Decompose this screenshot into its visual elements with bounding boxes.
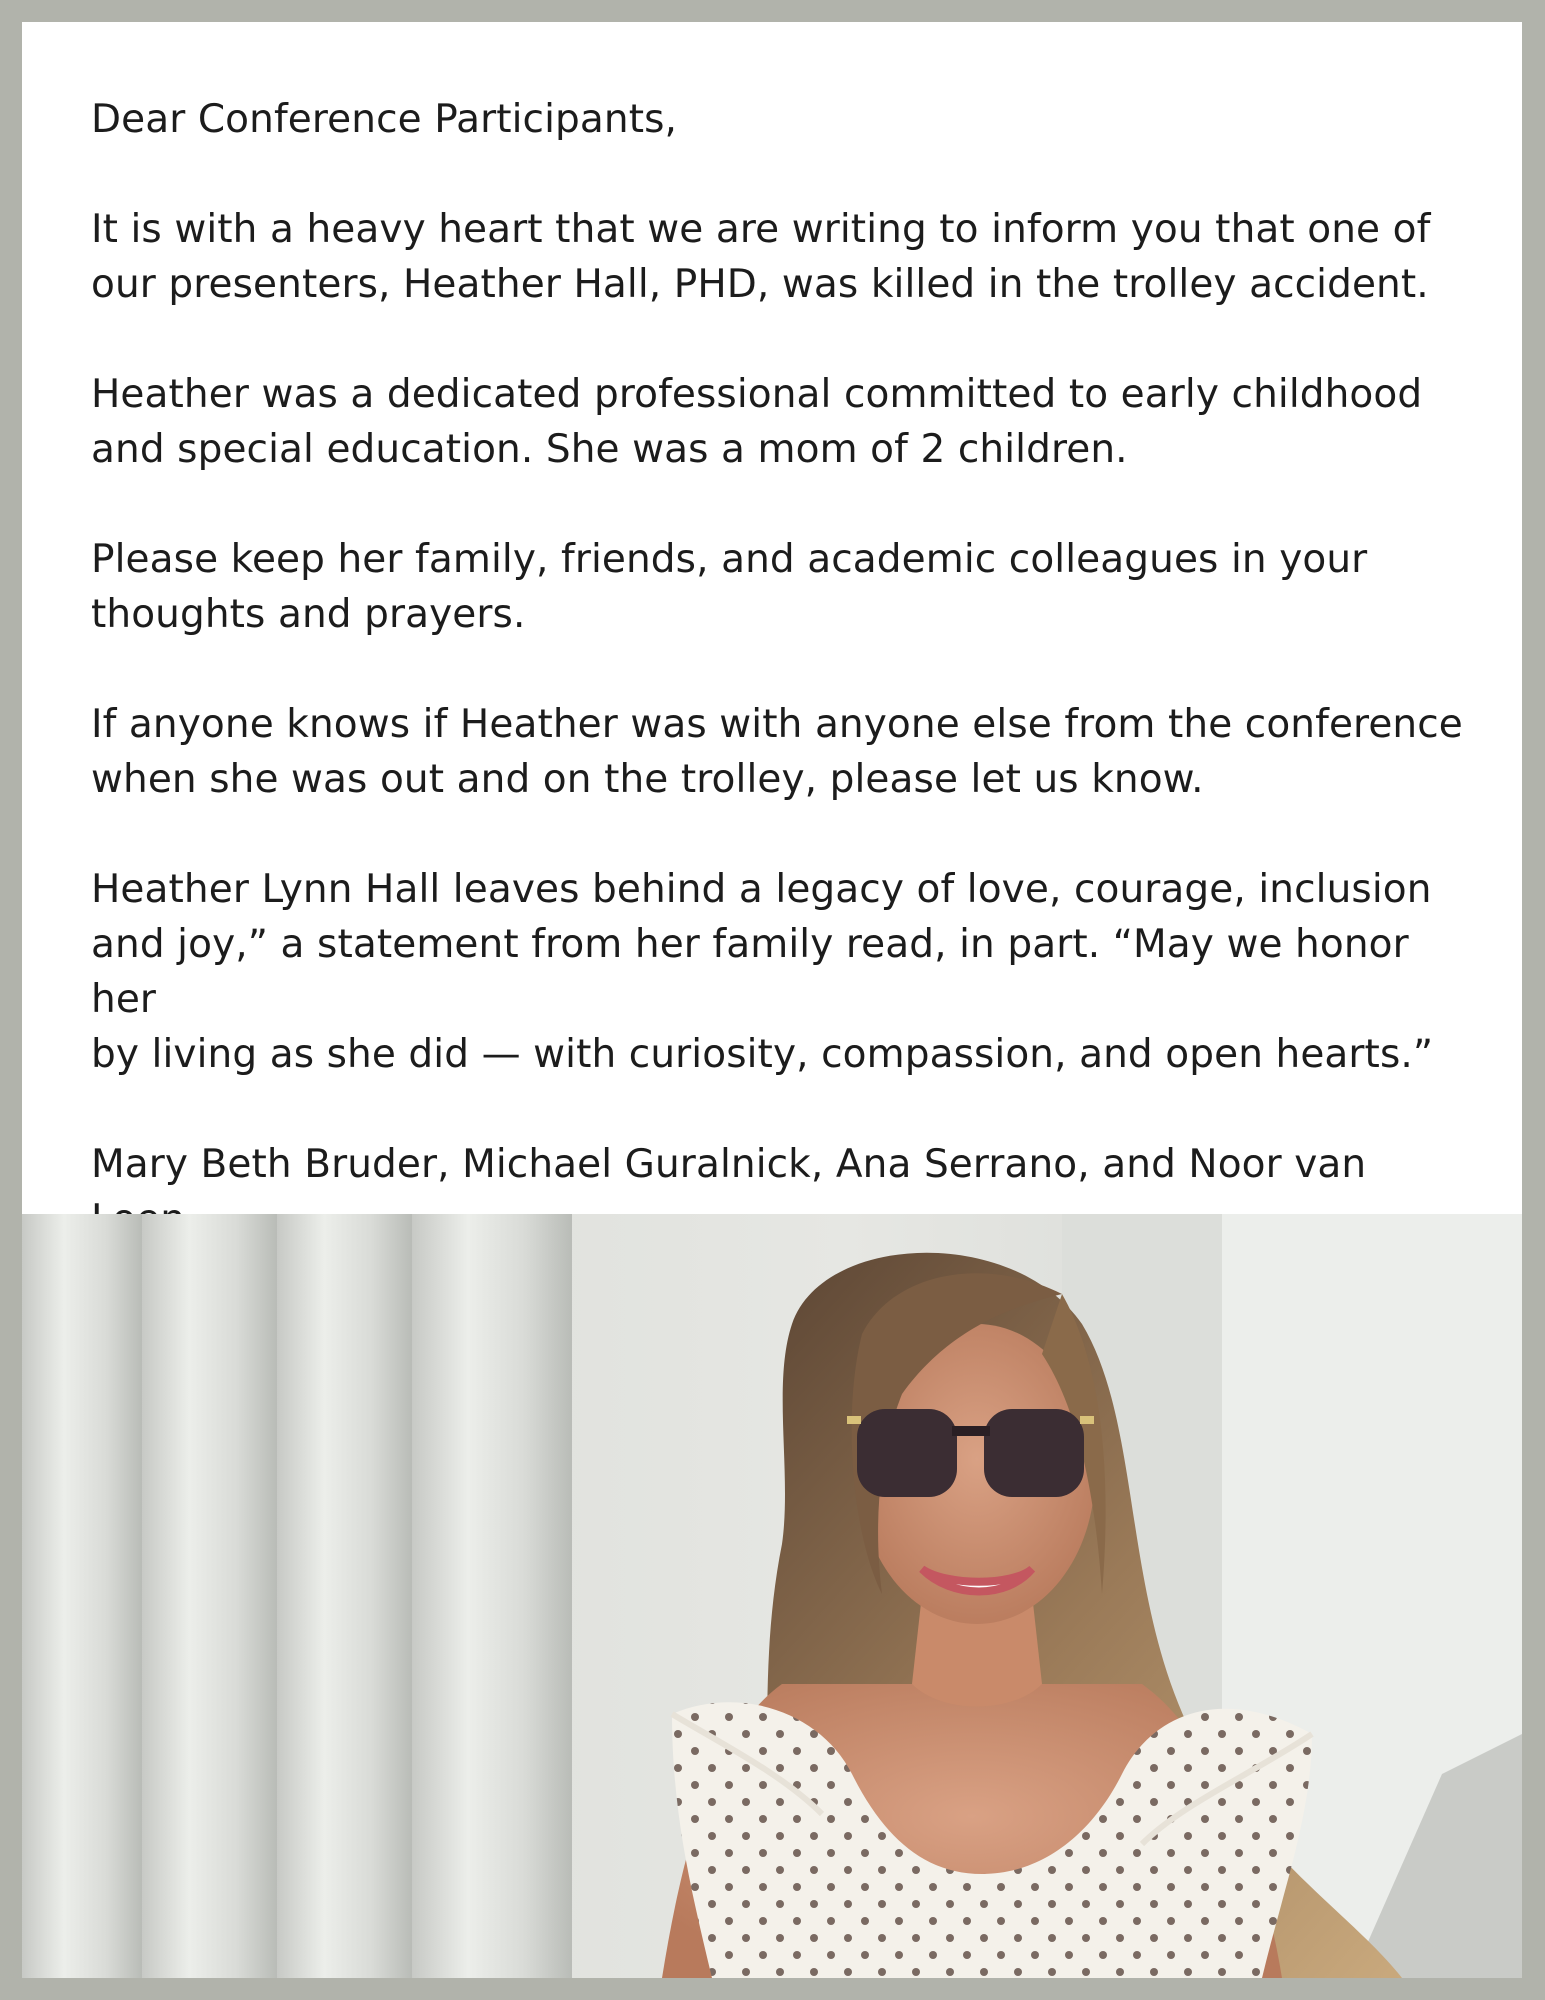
letter-greeting: Dear Conference Participants, xyxy=(91,97,677,142)
letter-paragraph: Heather Lynn Hall leaves behind a legacy of love, courage, inclusion and joy,” a statement from her family read, in part. “May we honor her by living as she did — with curiosity, compassion, and open hearts.” xyxy=(91,867,1434,1077)
letter-paragraph: Heather was a dedicated professional committed to early childhood and special education. She was a mom of 2 children. xyxy=(91,372,1423,472)
letter-paragraph: If anyone knows if Heather was with anyone else from the conference when she was out and on the trolley, please let us know. xyxy=(91,702,1463,802)
letter-paragraph: It is with a heavy heart that we are writing to inform you that one of our presenters, Heather Hall, PHD, was killed in the trolley accident. xyxy=(91,207,1431,307)
portrait-illustration xyxy=(22,1214,1522,1978)
letter-paragraph: Please keep her family, friends, and academic colleagues in your thoughts and prayers. xyxy=(91,537,1368,637)
portrait-photo xyxy=(22,1214,1522,1978)
letter-card xyxy=(22,22,1522,1978)
letter-signature: Mary Beth Bruder, Michael Guralnick, Ana Serrano, and Noor van xyxy=(91,1142,1367,1187)
letter-body xyxy=(91,92,1471,1247)
